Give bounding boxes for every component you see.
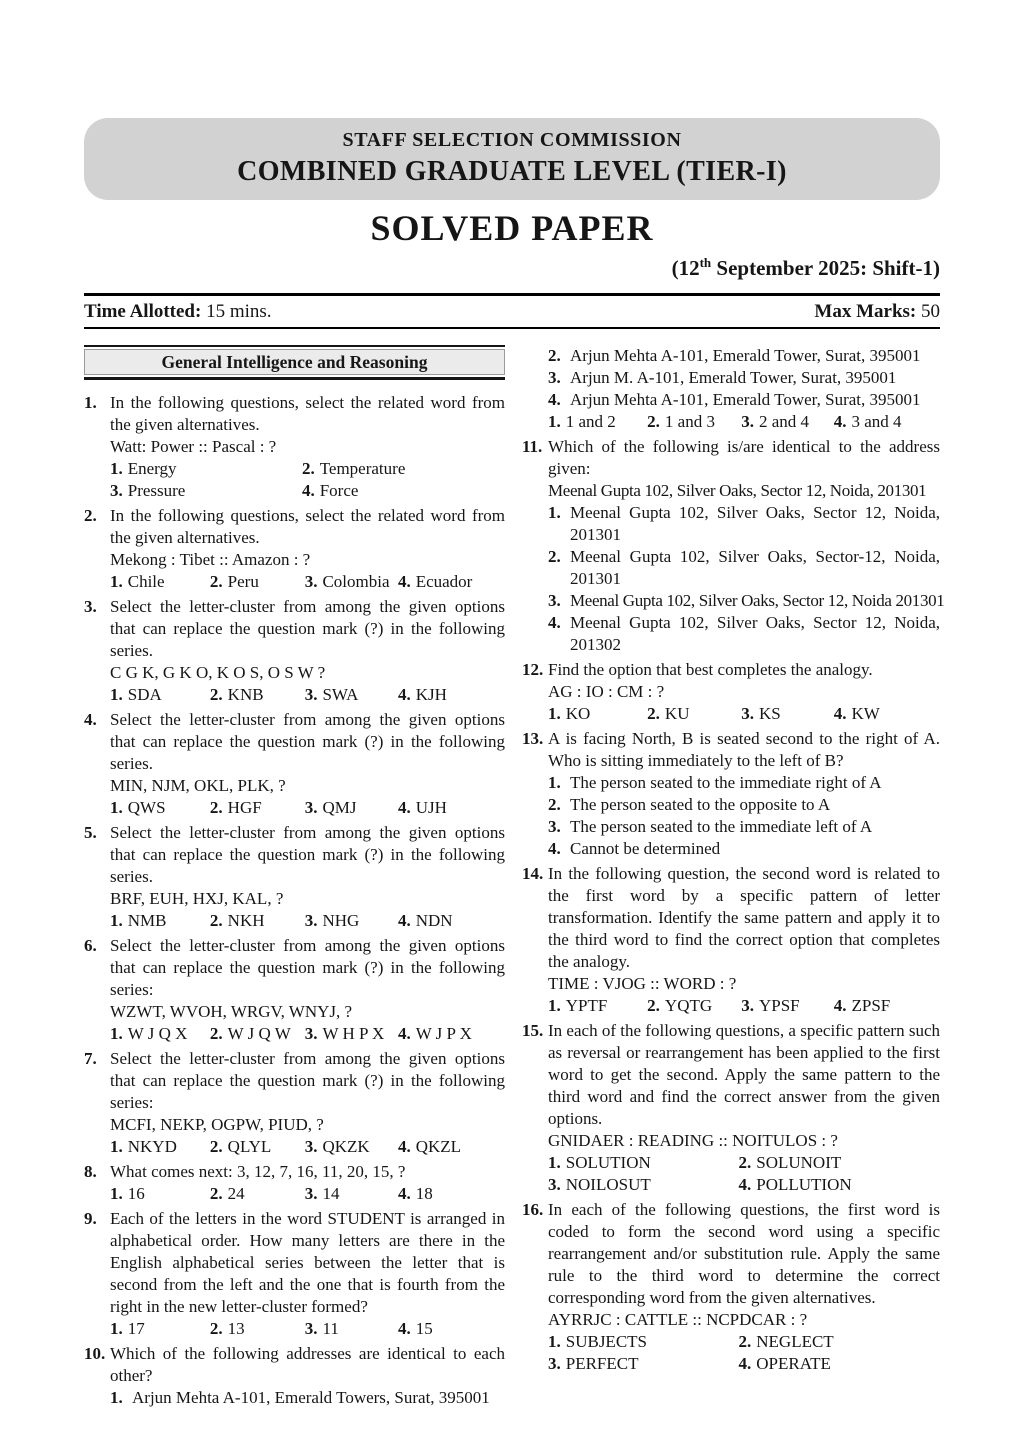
section-header: [84, 345, 505, 380]
question-stem: In each of the following questions, the first word is coded to form the second word using a specific rearrangement and/or substitution rule. Apply the same rule to the third word to determine the correct corresponding word from the given alternatives.: [548, 1200, 940, 1307]
option: 3. W H P X: [304, 1024, 385, 1043]
option: 1. Energy: [110, 459, 177, 478]
question-11: [522, 436, 945, 656]
option: 3. YPSF: [741, 996, 800, 1015]
option: 4. UJH: [397, 798, 447, 817]
option: 2. HGF: [209, 798, 262, 817]
option: 2. Temperature: [301, 459, 406, 478]
question-number: 11.: [522, 437, 543, 456]
question-number: 1.: [84, 393, 97, 412]
question-stem: Select the letter-cluster from among the given options that can replace the question mark (?) in the following series.: [110, 823, 505, 886]
exam-header-banner: [84, 118, 940, 200]
option: 3. SWA: [304, 685, 359, 704]
question-number: 3.: [84, 597, 97, 616]
question-stem: In the following questions, select the related word from the given alternatives.: [110, 393, 505, 434]
options-row: [548, 1152, 940, 1196]
options-row: [110, 1318, 505, 1340]
option: 1. NMB: [110, 911, 167, 930]
options-row: [110, 571, 505, 593]
option: 4. 3 and 4: [833, 412, 902, 431]
question-13: [522, 728, 940, 860]
question-number: 12.: [522, 660, 544, 679]
option: 2. 1 and 3: [647, 412, 715, 431]
question-stem: Select the letter-cluster from among the given options that can replace the question mark (?) in the following series.: [110, 597, 505, 660]
question-series: AG : IO : CM : ?: [548, 682, 665, 701]
question-series: TIME : VJOG :: WORD : ?: [548, 974, 737, 993]
option: 4. W J P X: [397, 1024, 472, 1043]
option: 3. Colombia: [304, 572, 390, 591]
section-title: General Intelligence and Reasoning: [84, 349, 505, 375]
question-number: 6.: [84, 936, 97, 955]
question-stem: In the following questions, select the related word from the given alternatives.: [110, 506, 505, 547]
question-stem: Select the letter-cluster from among the given options that can replace the question mark (?) in the following series:: [110, 1049, 505, 1112]
question-series: GNIDAER : READING :: NOITULOS : ?: [548, 1131, 838, 1150]
question-8: [84, 1161, 505, 1205]
options-row: [548, 995, 940, 1017]
question-series: BRF, EUH, HXJ, KAL, ?: [110, 889, 284, 908]
options-row: [110, 1136, 505, 1158]
option: 4. Force: [301, 481, 359, 500]
option: 3. PERFECT: [548, 1354, 639, 1373]
option: 2. Peru: [209, 572, 259, 591]
options-row: [548, 1331, 940, 1375]
option: 2. SOLUNOIT: [738, 1153, 842, 1172]
option: 2. 24: [209, 1184, 245, 1203]
option: 3. 11: [304, 1319, 339, 1338]
question-16: [522, 1199, 940, 1375]
question-number: 10.: [84, 1344, 106, 1363]
question-3: [84, 596, 505, 706]
option: 3. 2 and 4: [741, 412, 810, 431]
org-title: STAFF SELECTION COMMISSION: [342, 129, 682, 151]
option: 4. QKZL: [397, 1137, 462, 1156]
date-rest: September 2025: Shift-1): [711, 256, 940, 280]
question-stem: A is facing North, B is seated second to the right of A. Who is sitting immediately to the left of B?: [548, 729, 940, 770]
question-number: 16.: [522, 1200, 544, 1219]
option: 1. NKYD: [110, 1137, 177, 1156]
question-series: MIN, NJM, OKL, PLK, ?: [110, 776, 286, 795]
question-14: [522, 863, 940, 1017]
option: 3. 14: [304, 1184, 340, 1203]
question-stem: Find the option that best completes the analogy.: [548, 660, 873, 679]
option: 4. KJH: [397, 685, 447, 704]
question-series: C G K, G K O, K O S, O S W ?: [110, 663, 326, 682]
options-row: [548, 411, 940, 433]
option: 1. SDA: [110, 685, 162, 704]
given-address: Meenal Gupta 102, Silver Oaks, Sector 12, Noida, 201301: [548, 481, 927, 500]
date-ordinal: th: [699, 255, 712, 270]
options-row: [110, 797, 505, 819]
option: 4. 18: [397, 1184, 433, 1203]
question-12: [522, 659, 940, 725]
option: 2. YQTG: [647, 996, 713, 1015]
option: 2. NKH: [209, 911, 265, 930]
question-number: 7.: [84, 1049, 97, 1068]
option: 4. Ecuador: [397, 572, 473, 591]
question-4: [84, 709, 505, 819]
option-line: 3. The person seated to the immediate left of A: [548, 817, 873, 836]
question-2: [84, 505, 505, 593]
question-stem: Which of the following addresses are identical to each other?: [110, 1344, 505, 1385]
option: 1. KO: [548, 704, 591, 723]
option: 2. W J Q W: [209, 1024, 291, 1043]
option: 4. POLLUTION: [738, 1175, 852, 1194]
question-stem: Select the letter-cluster from among the given options that can replace the question mark (?) in the following series.: [110, 710, 505, 773]
option: 2. NEGLECT: [738, 1332, 834, 1351]
two-column-body: [84, 345, 945, 1412]
question-stem: Which of the following is/are identical to the address given:: [548, 437, 940, 478]
options-row: [548, 703, 940, 725]
exam-title: COMBINED GRADUATE LEVEL (TIER-I): [237, 156, 787, 187]
question-10: [84, 1343, 505, 1409]
question-stem: In each of the following questions, a specific pattern such as reversal or rearrangement has been applied to the first word to get the second. Apply the same pattern to the third word and find the correct answer from the given options.: [548, 1021, 940, 1128]
option: 4. ZPSF: [833, 996, 891, 1015]
question-6: [84, 935, 505, 1045]
option: 4. OPERATE: [738, 1354, 831, 1373]
option: 1. Chile: [110, 572, 165, 591]
paper-title: SOLVED PAPER: [370, 208, 654, 248]
address-option: 2. Meenal Gupta 102, Silver Oaks, Sector-12, Noida, 201301: [548, 547, 940, 588]
question-series: MCFI, NEKP, OGPW, PIUD, ?: [110, 1115, 324, 1134]
option: 3. QMJ: [304, 798, 357, 817]
question-number: 15.: [522, 1021, 544, 1040]
question-9: [84, 1208, 505, 1340]
option: 1. SOLUTION: [548, 1153, 651, 1172]
option-line: 1. The person seated to the immediate right of A: [548, 773, 882, 792]
question-7: [84, 1048, 505, 1158]
question-1: [84, 392, 505, 502]
max-marks: Max Marks: 50: [814, 301, 940, 322]
option: 4. 15: [397, 1319, 433, 1338]
options-row: [110, 1023, 505, 1045]
address-option: 3. Meenal Gupta 102, Silver Oaks, Sector 12, Noida 201301: [548, 591, 945, 610]
option: 3. QKZK: [304, 1137, 370, 1156]
option: 3. Pressure: [110, 481, 186, 500]
option: 1. 17: [110, 1319, 145, 1338]
option: 1. 1 and 2: [548, 412, 616, 431]
question-number: 5.: [84, 823, 97, 842]
option: 2. KU: [647, 704, 690, 723]
address-option: 4. Meenal Gupta 102, Silver Oaks, Sector 12, Noida, 201302: [548, 613, 940, 654]
option: 1. YPTF: [548, 996, 608, 1015]
time-marks-row: [84, 296, 940, 327]
option: 3. NOILOSUT: [548, 1175, 651, 1194]
column-left: [84, 345, 505, 1412]
options-row: [110, 1183, 505, 1205]
question-number-spacer: [522, 345, 548, 433]
page-content: [84, 0, 945, 1412]
question-stem: Each of the letters in the word STUDENT is arranged in alphabetical order. How many letters are there in the English alphabetical series between the letter that is second from the left and the one that is fourth from the right in the new letter-cluster formed?: [110, 1209, 505, 1316]
address-option: 2. Arjun Mehta A-101, Emerald Tower, Surat, 395001: [548, 346, 921, 365]
question-stem: Select the letter-cluster from among the given options that can replace the question mark (?) in the following series:: [110, 936, 505, 999]
options-row: [110, 910, 505, 932]
option: 1. QWS: [110, 798, 166, 817]
option: 3. NHG: [304, 911, 360, 930]
address-option: 3. Arjun M. A-101, Emerald Tower, Surat, 395001: [548, 368, 897, 387]
question-number: 4.: [84, 710, 97, 729]
question-series: WZWT, WVOH, WRGV, WNYJ, ?: [110, 1002, 353, 1021]
question-number: 13.: [522, 729, 544, 748]
option: 2. KNB: [209, 685, 264, 704]
time-allotted: Time Allotted: 15 mins.: [84, 301, 272, 322]
option-line: 2. The person seated to the opposite to A: [548, 795, 831, 814]
option: 2. 13: [209, 1319, 245, 1338]
option: 3. KS: [741, 704, 781, 723]
question-10-continued: [522, 345, 940, 433]
option: 4. KW: [833, 704, 880, 723]
question-number: 8.: [84, 1162, 97, 1181]
question-series: AYRRJC : CATTLE :: NCPDCAR : ?: [548, 1310, 808, 1329]
option: 2. QLYL: [209, 1137, 272, 1156]
rule-bottom: [84, 327, 940, 329]
question-5: [84, 822, 505, 932]
date-open: (12: [671, 256, 700, 280]
option: 1. W J Q X: [110, 1024, 188, 1043]
address-option: 4. Arjun Mehta A-101, Emerald Tower, Surat, 395001: [548, 390, 921, 409]
question-series: Watt: Power :: Pascal : ?: [110, 437, 277, 456]
options-row: [110, 684, 505, 706]
option-line: 4. Cannot be determined: [548, 839, 721, 858]
question-stem: What comes next: 3, 12, 7, 16, 11, 20, 15, ?: [110, 1162, 406, 1181]
question-series: Mekong : Tibet :: Amazon : ?: [110, 550, 311, 569]
option: 4. NDN: [397, 911, 453, 930]
options-row: [110, 458, 505, 502]
question-stem: In the following question, the second word is related to the first word by a specific pattern of letter transformation. Identify the same pattern and apply it to the third word to find the correct option that completes the analogy.: [548, 864, 940, 971]
question-number: 14.: [522, 864, 544, 883]
question-15: [522, 1020, 940, 1196]
question-number: 9.: [84, 1209, 97, 1228]
address-option: 1. Meenal Gupta 102, Silver Oaks, Sector 12, Noida, 201301: [548, 503, 940, 544]
option: 1. SUBJECTS: [548, 1332, 647, 1351]
option: 1. 16: [110, 1184, 145, 1203]
question-number: 2.: [84, 506, 97, 525]
address-option: 1. Arjun Mehta A-101, Emerald Towers, Surat, 395001: [110, 1388, 490, 1407]
date-shift-line: [84, 250, 940, 281]
column-right: [522, 345, 945, 1412]
